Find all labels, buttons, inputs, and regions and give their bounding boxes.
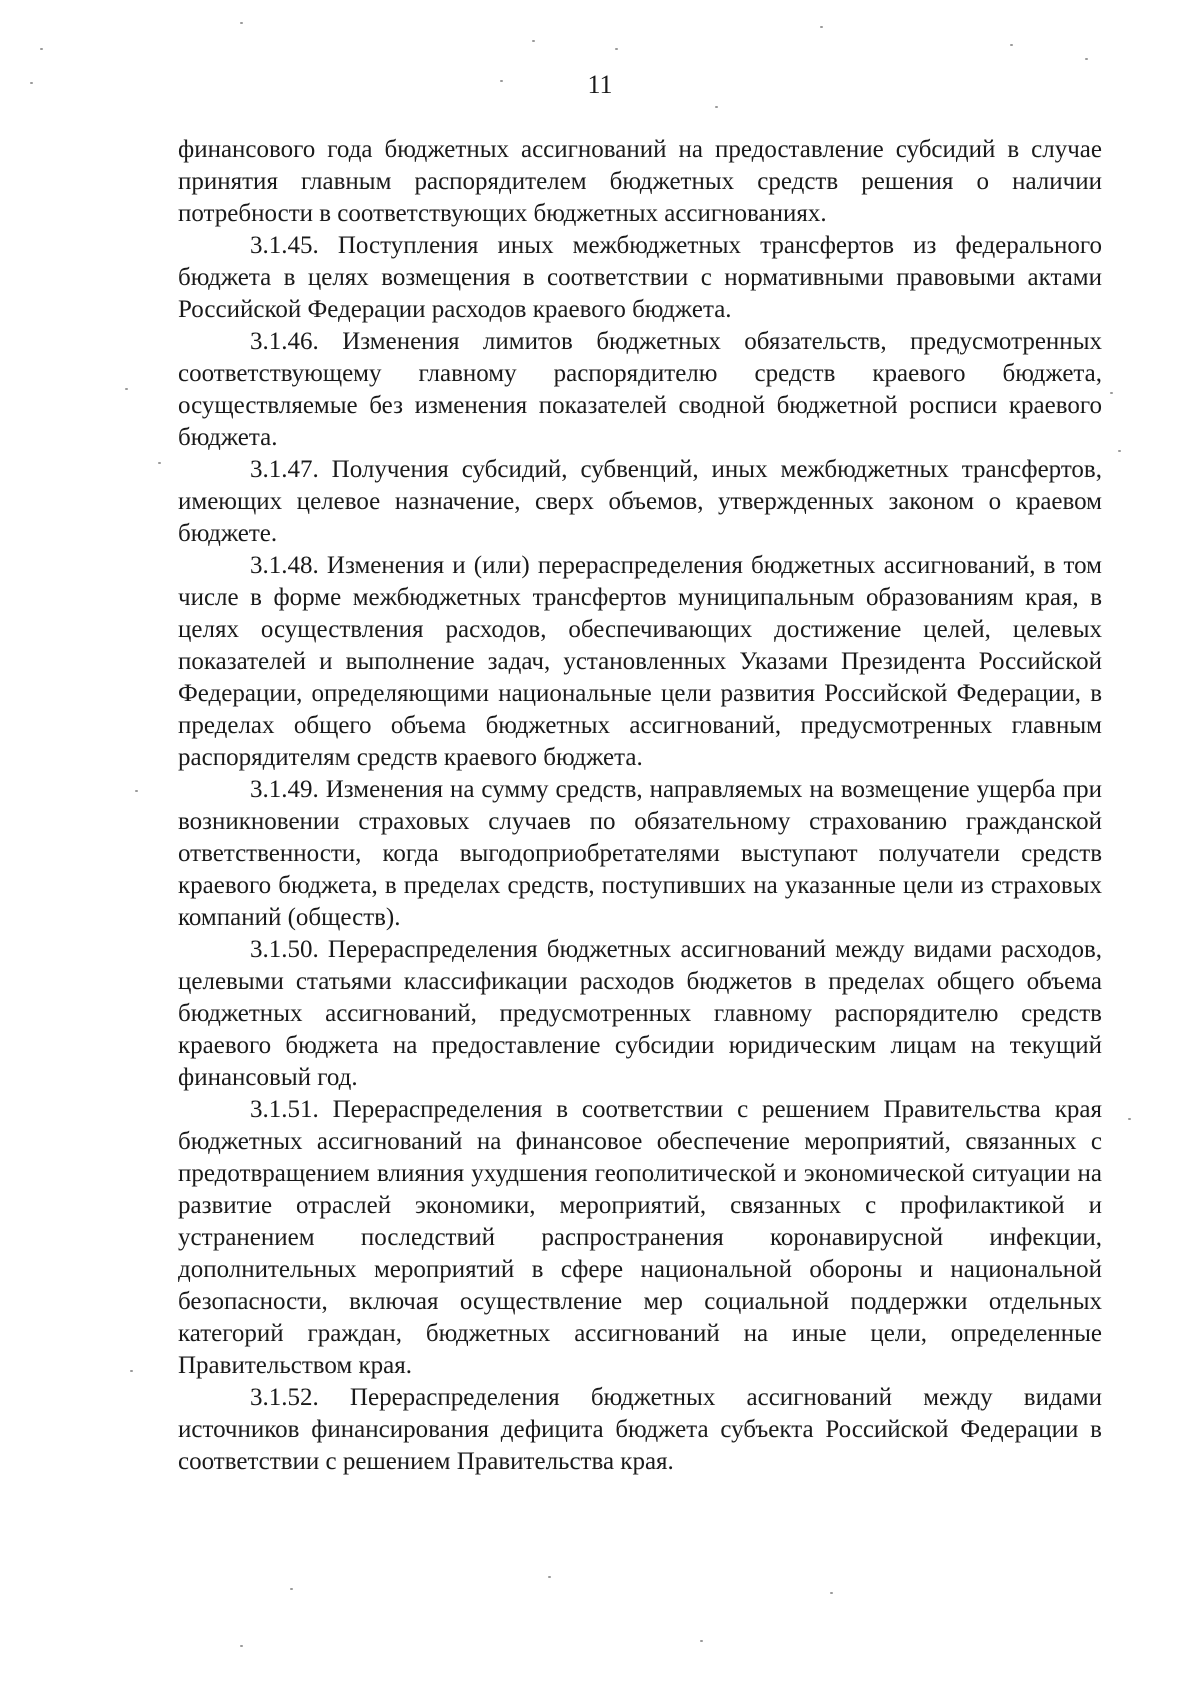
scan-speck <box>548 1576 551 1578</box>
scan-speck <box>30 82 33 84</box>
scan-speck <box>240 1645 243 1647</box>
scan-speck <box>1010 44 1013 46</box>
document-body <box>178 134 1102 1478</box>
scan-speck <box>500 80 503 82</box>
scan-speck <box>1128 1118 1131 1120</box>
scan-speck <box>1110 392 1113 394</box>
scan-speck <box>715 106 718 108</box>
scan-speck <box>290 1588 293 1590</box>
paragraph-continuation: финансового года бюджетных ассигнований на предоставление субсидий в случае принятия главным распорядителем бюджетных средств решения о наличии потребности в соответствующих бюджетных ассигнованиях. <box>178 136 1102 227</box>
scan-speck <box>1085 58 1088 60</box>
scan-speck <box>830 1592 833 1594</box>
paragraph-3-1-49: 3.1.49. Изменения на сумму средств, направляемых на возмещение ущерба при возникновении страховых случаев по обязательному страхованию гражданской ответственности, когда выгодоприобретателями выступают получатели средств краевого бюджета, в пределах средств, поступивших на указанные цели из страховых компаний (обществ). <box>178 776 1102 931</box>
scan-speck <box>40 48 43 50</box>
paragraph-3-1-47: 3.1.47. Получения субсидий, субвенций, иных межбюджетных трансфертов, имеющих целевое назначение, сверх объемов, утвержденных законом о краевом бюджете. <box>178 456 1102 547</box>
scan-speck <box>158 462 161 464</box>
scan-speck <box>615 48 618 50</box>
scan-speck <box>1118 450 1121 452</box>
paragraph-3-1-46: 3.1.46. Изменения лимитов бюджетных обязательств, предусмотренных соответствующему главному распорядителю средств краевого бюджета, осуществляемые без изменения показателей сводной бюджетной росписи краевого бюджета. <box>178 328 1102 451</box>
scan-speck <box>135 790 138 792</box>
scan-speck <box>532 40 535 42</box>
paragraph-3-1-45: 3.1.45. Поступления иных межбюджетных трансфертов из федерального бюджета в целях возмещения в соответствии с нормативными правовыми актами Российской Федерации расходов краевого бюджета. <box>178 232 1102 323</box>
page-number: 11 <box>587 70 613 99</box>
paragraph-3-1-51: 3.1.51. Перераспределения в соответствии с решением Правительства края бюджетных ассигнований на финансовое обеспечение мероприятий, связанных с предотвращением влияния ухудшения геополитической и экономической ситуации на развитие отраслей экономики, мероприятий, связанных с профилактикой и устранением последствий распространения коронавирусной инфекции, дополнительных мероприятий в сфере национальной обороны и национальной безопасности, включая осуществление мер социальной поддержки отдельных категорий граждан, бюджетных ассигнований на иные цели, определенные Правительством края. <box>178 1096 1102 1379</box>
scan-speck <box>820 26 823 28</box>
scan-speck <box>130 1370 133 1372</box>
scan-speck <box>240 22 243 24</box>
scan-speck <box>700 1640 703 1642</box>
paragraph-3-1-48: 3.1.48. Изменения и (или) перераспределения бюджетных ассигнований, в том числе в форме межбюджетных трансфертов муниципальным образованиям края, в целях осуществления расходов, обеспечивающих достижение целей, целевых показателей и выполнение задач, установленных Указами Президента Российской Федерации, определяющими национальные цели развития Российской Федерации, в пределах общего объема бюджетных ассигнований, предусмотренных главным распорядителям средств краевого бюджета. <box>178 552 1102 771</box>
paragraph-3-1-50: 3.1.50. Перераспределения бюджетных ассигнований между видами расходов, целевыми статьями классификации расходов бюджетов в пределах общего объема бюджетных ассигнований, предусмотренных главному распорядителю средств краевого бюджета на предоставление субсидии юридическим лицам на текущий финансовый год. <box>178 936 1102 1091</box>
paragraph-3-1-52: 3.1.52. Перераспределения бюджетных ассигнований между видами источников финансирования дефицита бюджета субъекта Российской Федерации в соответствии с решением Правительства края. <box>178 1384 1102 1475</box>
scan-speck <box>125 388 128 390</box>
